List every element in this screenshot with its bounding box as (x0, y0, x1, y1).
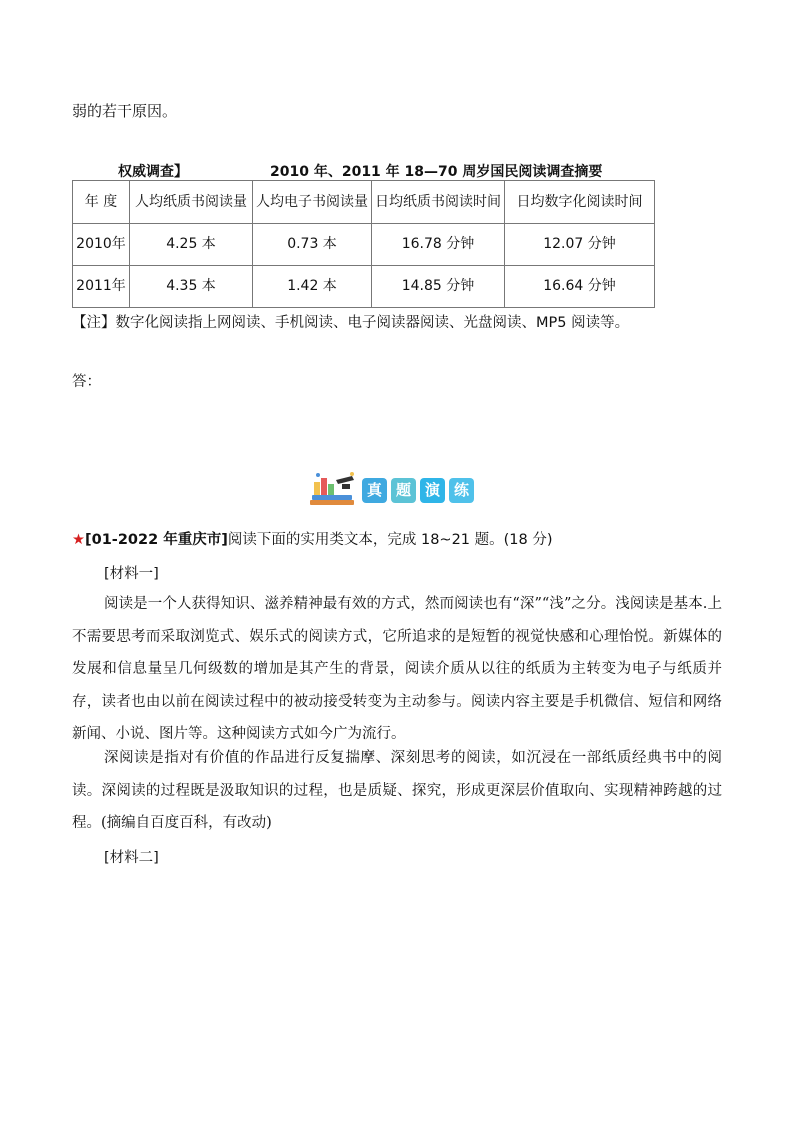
column-header: 年 度 (73, 181, 130, 224)
column-header: 人均纸质书阅读量 (130, 181, 253, 224)
material-1-label: [材料一] (104, 566, 159, 582)
material-1-paragraph: 阅读是一个人获得知识、滋养精神最有效的方式，然而阅读也有“深”“浅”之分。浅阅读是基本.上不需要思考而采取浏览式、娱乐式的阅读方式，它所追求的是短暂的视觉快感和心理怡悦。新媒体的发展和信息量呈几何级数的增加是其产生的背景，阅读介质从以往的纸质为主转变为电子与纸质并存，读者也由以前在阅读过程中的被动接受转变为主动参与。阅读内容主要是手机微信、短信和网络新闻、小说、图片等。这种阅读方式如今广为流行。 (72, 596, 722, 742)
table-header-row (73, 181, 655, 224)
answer-label: 答： (72, 374, 101, 390)
material-1-paragraph: 深阅读是指对有价值的作品进行反复揣摩、深刻思考的阅读，如沉浸在一部纸质经典书中的阅读。深阅读的过程既是汲取知识的过程，也是质疑、探究，形成更深层价值取向、实现精神跨越的过程。(摘编自百度百科，有改动) (72, 750, 722, 831)
table-cell: 14.85 分钟 (372, 266, 505, 308)
survey-title: 2010 年、2011 年 18—70 周岁国民阅读调查摘要 (270, 164, 603, 180)
banner-title (362, 478, 474, 503)
survey-tag: 权威调查】 (118, 164, 188, 180)
star-icon: ★ (72, 532, 85, 548)
exam-source: [01-2022 年重庆市] (85, 532, 228, 548)
column-header: 日均数字化阅读时间 (505, 181, 655, 224)
section-banner (308, 470, 488, 508)
table-cell: 12.07 分钟 (505, 224, 655, 266)
table-cell-year: 2011年 (73, 266, 130, 308)
exam-question-heading (72, 528, 553, 549)
banner-char: 演 (420, 478, 445, 503)
table-cell: 16.64 分钟 (505, 266, 655, 308)
survey-table (72, 180, 655, 308)
column-header: 日均纸质书阅读时间 (372, 181, 505, 224)
banner-char: 题 (391, 478, 416, 503)
table-cell: 0.73 本 (253, 224, 372, 266)
table-cell: 16.78 分钟 (372, 224, 505, 266)
table-cell: 4.35 本 (130, 266, 253, 308)
intro-tail-text: 弱的若干原因。 (72, 102, 178, 120)
table-cell: 4.25 本 (130, 224, 253, 266)
table-row (73, 224, 655, 266)
table-cell: 1.42 本 (253, 266, 372, 308)
table-note: 【注】数字化阅读指上网阅读、手机阅读、电子阅读器阅读、光盘阅读、MP5 阅读等。 (72, 315, 630, 331)
table-cell-year: 2010年 (73, 224, 130, 266)
table-row (73, 266, 655, 308)
material-2-label: [材料二] (104, 850, 159, 866)
banner-char: 真 (362, 478, 387, 503)
exam-instruction: 阅读下面的实用类文本，完成 18~21 题。(18 分) (227, 532, 553, 548)
survey-heading (118, 161, 678, 179)
column-header: 人均电子书阅读量 (253, 181, 372, 224)
banner-char: 练 (449, 478, 474, 503)
books-illustration-icon (308, 470, 360, 508)
